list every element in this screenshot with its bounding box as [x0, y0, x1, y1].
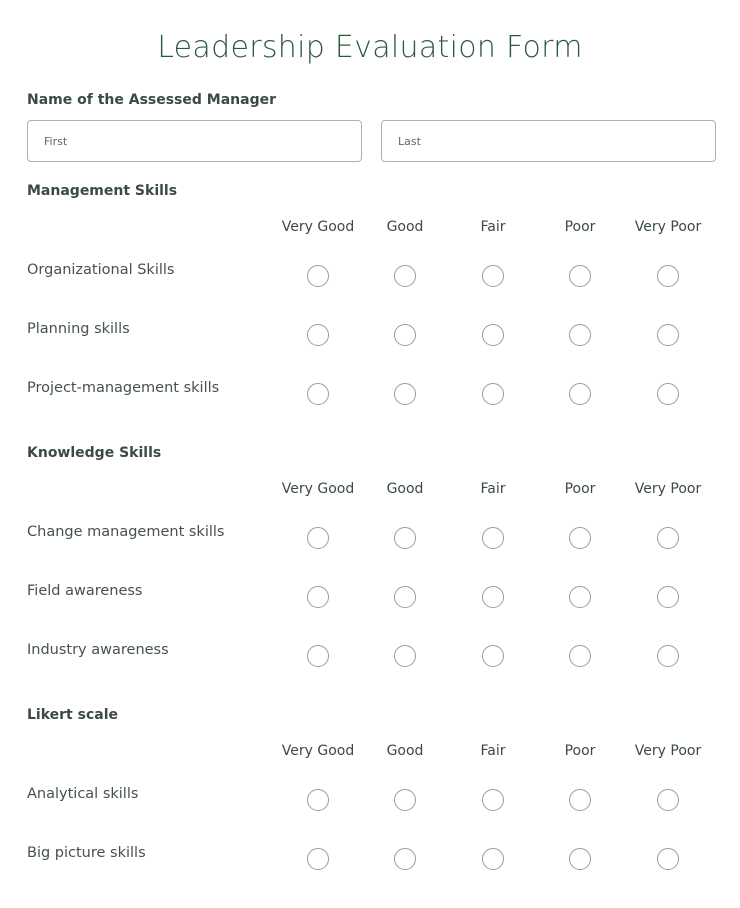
- scale-header-row: [0, 741, 740, 790]
- scale-column-header: Very Poor: [634, 219, 702, 235]
- rating-radio[interactable]: [657, 383, 679, 405]
- rating-section: [0, 443, 740, 705]
- rating-radio[interactable]: [307, 789, 329, 811]
- manager-name-label: Name of the Assessed Manager: [27, 92, 276, 108]
- scale-column-header: Very Good: [281, 743, 355, 759]
- rating-radio[interactable]: [657, 645, 679, 667]
- rating-section: [0, 705, 740, 908]
- rating-radio[interactable]: [657, 848, 679, 870]
- rating-section: [0, 181, 740, 443]
- rating-radio[interactable]: [569, 383, 591, 405]
- rating-radio[interactable]: [394, 324, 416, 346]
- rating-radio[interactable]: [307, 848, 329, 870]
- rating-radio[interactable]: [657, 586, 679, 608]
- rating-radio[interactable]: [482, 527, 504, 549]
- scale-column-header: Good: [386, 743, 424, 759]
- scale-column-header: Poor: [564, 219, 596, 235]
- rating-radio[interactable]: [482, 789, 504, 811]
- rating-row: [0, 786, 740, 849]
- scale-column-header: Poor: [564, 743, 596, 759]
- rating-radio[interactable]: [482, 848, 504, 870]
- rating-radio[interactable]: [482, 265, 504, 287]
- rating-radio[interactable]: [307, 265, 329, 287]
- rating-row-label: Industry awareness: [27, 642, 169, 658]
- section-heading: Knowledge Skills: [27, 445, 162, 461]
- rating-radio[interactable]: [482, 324, 504, 346]
- rating-row-label: Organizational Skills: [27, 262, 175, 278]
- rating-row: [0, 321, 740, 384]
- rating-row-label: Analytical skills: [27, 786, 139, 802]
- scale-column-header: Poor: [564, 481, 596, 497]
- rating-radio[interactable]: [482, 645, 504, 667]
- scale-column-header: Very Poor: [634, 481, 702, 497]
- rating-radio[interactable]: [569, 265, 591, 287]
- rating-radio[interactable]: [307, 324, 329, 346]
- first-name-input[interactable]: [27, 120, 362, 162]
- rating-radio[interactable]: [569, 586, 591, 608]
- rating-radio[interactable]: [307, 383, 329, 405]
- scale-column-header: Very Poor: [634, 743, 702, 759]
- rating-radio[interactable]: [482, 383, 504, 405]
- rating-row: [0, 262, 740, 325]
- rating-radio[interactable]: [569, 324, 591, 346]
- rating-radio[interactable]: [657, 324, 679, 346]
- rating-row-label: Project-management skills: [27, 380, 220, 396]
- rating-row: [0, 583, 740, 646]
- scale-header-row: [0, 479, 740, 528]
- rating-radio[interactable]: [394, 265, 416, 287]
- rating-row: [0, 845, 740, 908]
- rating-radio[interactable]: [394, 848, 416, 870]
- rating-row-label: Planning skills: [27, 321, 130, 337]
- section-heading: Management Skills: [27, 183, 178, 199]
- rating-radio[interactable]: [307, 645, 329, 667]
- rating-radio[interactable]: [394, 789, 416, 811]
- rating-row-label: Field awareness: [27, 583, 143, 599]
- rating-row: [0, 642, 740, 705]
- rating-radio[interactable]: [307, 527, 329, 549]
- scale-column-header: Fair: [480, 743, 506, 759]
- rating-radio[interactable]: [569, 645, 591, 667]
- rating-radio[interactable]: [569, 527, 591, 549]
- rating-radio[interactable]: [394, 527, 416, 549]
- rating-sections: [0, 181, 740, 908]
- rating-row-label: Change management skills: [27, 524, 225, 540]
- rating-row-label: Big picture skills: [27, 845, 146, 861]
- scale-column-header: Fair: [480, 481, 506, 497]
- rating-radio[interactable]: [657, 789, 679, 811]
- rating-row: [0, 380, 740, 443]
- rating-radio[interactable]: [657, 527, 679, 549]
- scale-header-row: [0, 217, 740, 266]
- scale-column-header: Good: [386, 219, 424, 235]
- rating-row: [0, 524, 740, 587]
- rating-radio[interactable]: [569, 848, 591, 870]
- page-title: Leadership Evaluation Form: [157, 30, 583, 65]
- rating-radio[interactable]: [394, 383, 416, 405]
- scale-column-header: Very Good: [281, 219, 355, 235]
- scale-column-header: Fair: [480, 219, 506, 235]
- rating-radio[interactable]: [394, 586, 416, 608]
- section-heading: Likert scale: [27, 707, 118, 723]
- rating-radio[interactable]: [657, 265, 679, 287]
- scale-column-header: Good: [386, 481, 424, 497]
- scale-column-header: Very Good: [281, 481, 355, 497]
- rating-radio[interactable]: [394, 645, 416, 667]
- rating-radio[interactable]: [569, 789, 591, 811]
- rating-radio[interactable]: [482, 586, 504, 608]
- last-name-input[interactable]: [381, 120, 716, 162]
- rating-radio[interactable]: [307, 586, 329, 608]
